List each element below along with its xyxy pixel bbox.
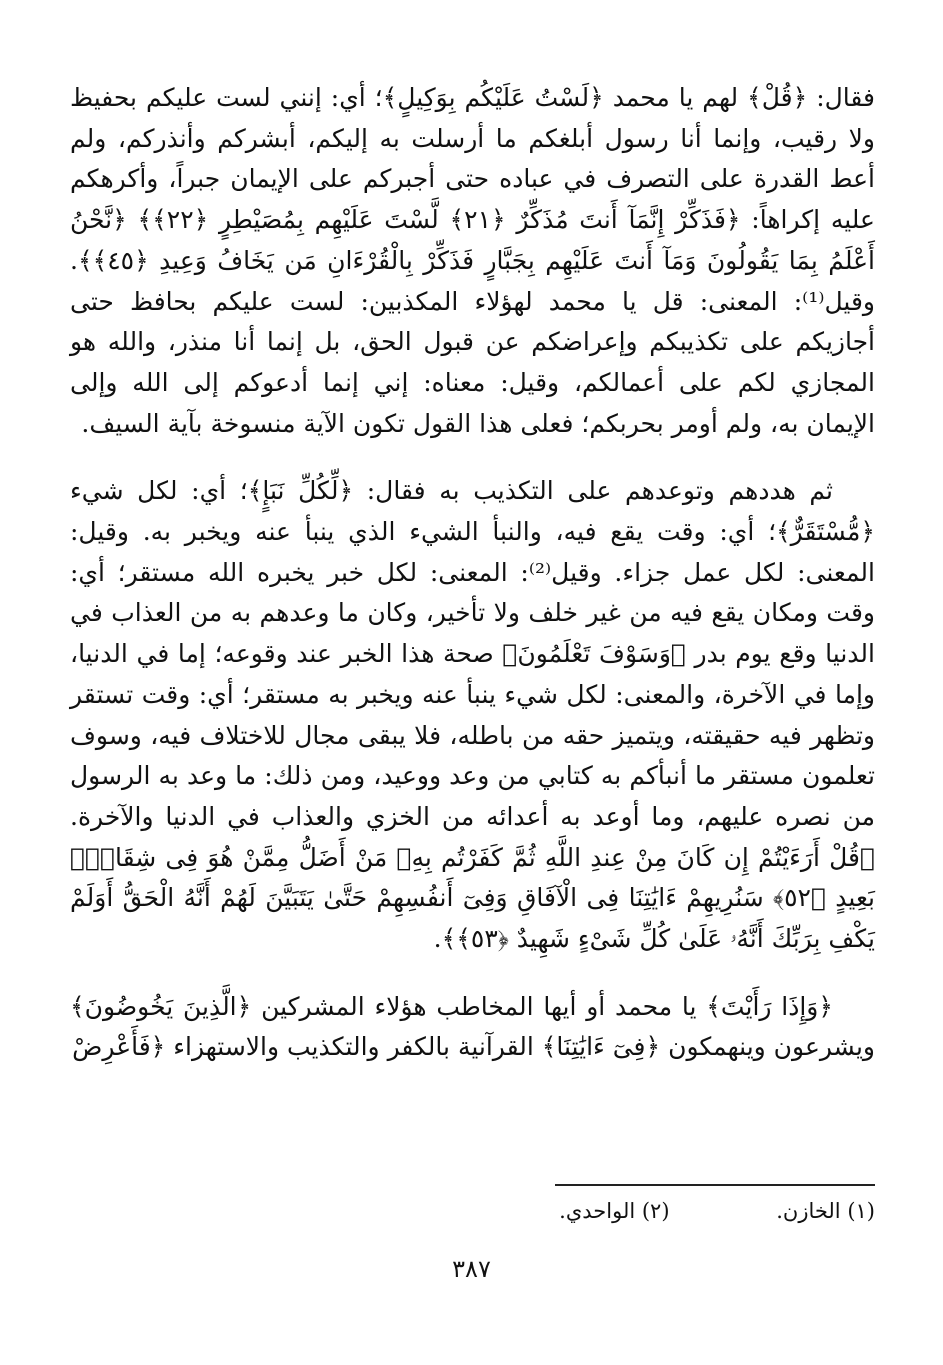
footnote-divider [555, 1184, 875, 1186]
paragraph-2: ثم هددهم وتوعدهم على التكذيب به فقال: ﴿لِّكُلِّ نَبَإٍ﴾؛ أي: لكل شيء ﴿مُّسْتَقَرٌّ﴾؛ أي: وقت يقع فيه، والنبأ الشيء الذي ينبأ عنه ويخبر به. وقيل: المعنى: لكل عمل جزاء. وقيل⁽²⁾: المعنى: لكل خبر يخبره الله مستقر؛ أي: وقت ومكان يقع فيه من غير خلف ولا تأخير، وكان ما وعدهم به من العذاب في الدنيا وقع يوم بدر ﴿وَسَوْفَ تَعْلَمُونَ﴾ صحة هذا الخبر عند وقوعه؛ إما في الدنيا، وإما في الآخرة، والمعنى: لكل شيء ينبأ عنه ويخبر به مستقر؛ أي: وقت تستقر وتظهر فيه حقيقته، ويتميز حقه من باطله، فلا يبقى مجال للاختلاف فيه، وسوف تعلمون مستقر ما أنبأكم به كتابي من وعد ووعيد، ومن ذلك: ما وعد به الرسول من نصره عليهم، وما أوعد به أعدائه من الخزي والعذاب في الدنيا والآخرة. ﴿قُلْ أَرَءَيْتُمْ إِن كَانَ مِنْ عِندِ اللَّهِ ثُمَّ كَفَرْتُم بِهِۦ مَنْ أَضَلُّ مِمَّنْ هُوَ فِى شِقَاقٍۭ بَعِيدٍ ﴿٥٢﴾ سَنُرِيهِمْ ءَايَٰتِنَا فِى الْآفَاقِ وَفِىٓ أَنفُسِهِمْ حَتَّىٰ يَتَبَيَّنَ لَهُمْ أَنَّهُ الْحَقُّ أَوَلَمْ يَكْفِ بِرَبِّكَ أَنَّهُۥ عَلَىٰ كُلِّ شَىْءٍ شَهِيدٌ ﴿٥٣﴾﴾. [70, 476, 875, 954]
page-body [70, 78, 875, 1068]
paragraph-3: ﴿وَإِذَا رَأَيْتَ﴾ يا محمد أو أيها المخاطب هؤلاء المشركين ﴿الَّذِينَ يَخُوضُونَ﴾ ويشرعون وينهمكون ﴿فِىٓ ءَايَٰتِنَا﴾ القرآنية بالكفر والتكذيب والاستهزاء ﴿فَأَعْرِضْ [70, 991, 875, 1062]
footnote-1: (١) الخازن. [776, 1199, 875, 1223]
paragraph-1: فقال: ﴿قُلْ﴾ لهم يا محمد ﴿لَسْتُ عَلَيْكُم بِوَكِيلٍ﴾؛ أي: إنني لست عليكم بحفيظ ولا رقيب، وإنما أنا رسول أبلغكم ما أرسلت به إليكم، أبشركم وأنذركم، ولم أعط القدرة على التصرف في عباده حتى أجبركم على الإيمان جبراً، وأكرهكم عليه إكراهاً: ﴿فَذَكِّرْ إِنَّمَآ أَنتَ مُذَكِّرٌ ﴿٢١﴾ لَّسْتَ عَلَيْهِم بِمُصَيْطِرٍ ﴿٢٢﴾﴾ ﴿نَّحْنُ أَعْلَمُ بِمَا يَقُولُونَ وَمَآ أَنتَ عَلَيْهِم بِجَبَّارٍ فَذَكِّرْ بِالْقُرْءَانِ مَن يَخَافُ وَعِيدِ ﴿٤٥﴾﴾. وقيل⁽¹⁾: المعنى: قل يا محمد لهؤلاء المكذبين: لست عليكم بحافظ حتى أجازيكم على تكذيبكم وإعراضكم عن قبول الحق، بل إنما أنا منذر، والله هو المجازي لكم على أعمالكم، وقيل: معناه: إني إنما أدعوكم إلى الله وإلى الإيمان به، ولم أومر بحربكم؛ فعلى هذا القول تكون الآية منسوخة بآية السيف. [70, 83, 875, 438]
paragraph-gap [70, 444, 875, 471]
paragraph-gap [70, 960, 875, 987]
footnote-2: (٢) الواحدي. [559, 1199, 670, 1223]
page-number: ٣٨٧ [452, 1255, 491, 1283]
footnotes [70, 1196, 875, 1226]
